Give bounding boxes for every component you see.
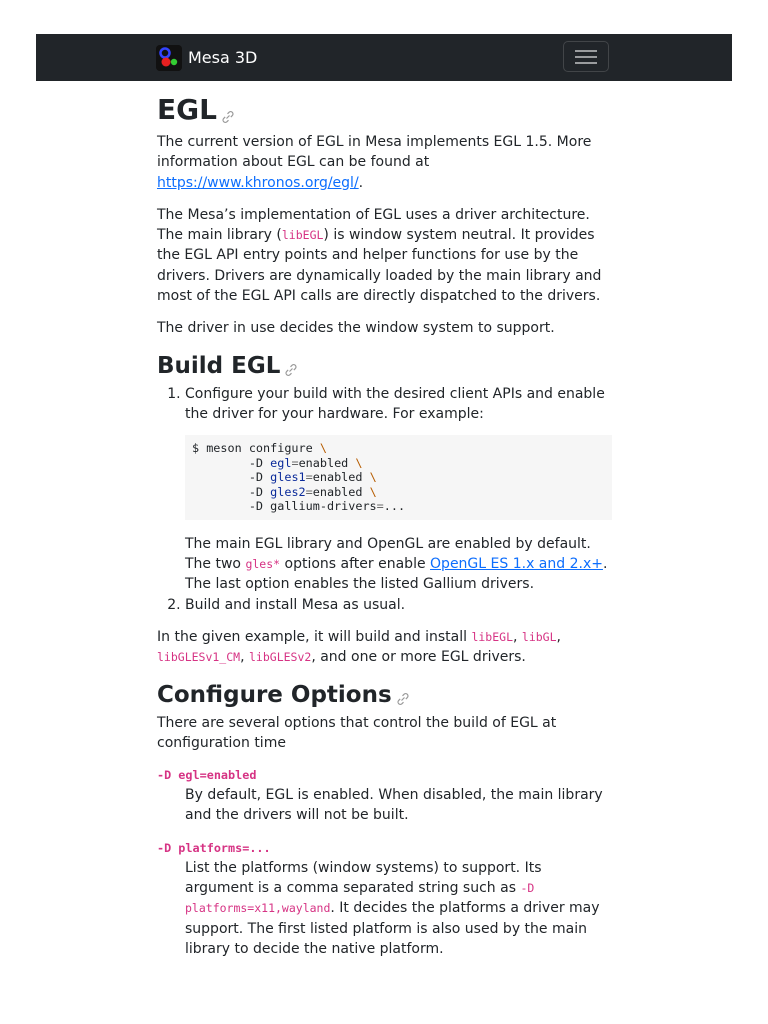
build-step-1 xyxy=(185,384,612,595)
build-step-2: 2. Build and install Mesa as usual. xyxy=(185,595,612,615)
menu-toggle-button[interactable] xyxy=(563,41,609,72)
build-summary-paragraph: In the given example, it will build and install libEGL, libGL, libGLESv1_CM, libGLESv2, and one or more EGL drivers. xyxy=(157,628,561,666)
libgl-code: libGL xyxy=(521,629,557,644)
code-line-5: -D gallium-drivers=... xyxy=(192,499,406,514)
build-step-1-note: The main EGL library and OpenGL are enabled by default. The two gles* options after enable OpenGL ES 1.x and 2.x+. The last option enables the listed Gallium drivers. xyxy=(185,535,608,593)
brand-link[interactable] xyxy=(156,44,257,71)
configure-intro: There are several options that control the build of EGL at configuration time xyxy=(157,714,557,751)
arch-text-1: The Mesa’s implementation of EGL uses a driver architecture. The main library ( xyxy=(157,206,590,244)
code-line-2: -D egl=enabled \ xyxy=(192,455,363,470)
build-egl-heading-text: Build EGL xyxy=(157,352,281,379)
egl-intro-paragraph xyxy=(157,132,612,193)
egl-intro-tail: . xyxy=(358,174,364,191)
configure-options-heading xyxy=(157,680,612,710)
khronos-egl-link[interactable]: https://www.khronos.org/egl/ xyxy=(157,174,359,191)
option-egl-term: -D egl=enabled xyxy=(157,768,257,783)
configure-options-heading-text: Configure Options xyxy=(157,681,392,708)
arch-text-2: ) is window system neutral. It provides the EGL API entry points and helper functions for use by the drivers. Drivers are dynamically loaded by the main library and most of the EGL API calls are directly dispatched to the drivers. xyxy=(157,227,602,305)
build-step-1-text: Configure your build with the desired client APIs and enable the driver for your hardware. For example: xyxy=(185,385,605,422)
option-egl-desc: By default, EGL is enabled. When disabled, the main library and the drivers will not be built. xyxy=(185,787,603,824)
main-content xyxy=(157,92,612,971)
link-icon[interactable] xyxy=(221,110,235,124)
libegl-code: libEGL xyxy=(281,228,324,243)
egl-architecture-paragraph xyxy=(157,205,612,306)
option-platforms-desc: List the platforms (window systems) to support. Its argument is a comma separated string such as -D platforms=x11,wayland. It decides the platforms a driver may support. The first listed platform is also used by the main library to decide the native platform. xyxy=(185,859,600,957)
link-icon[interactable] xyxy=(396,692,410,706)
meson-code-block xyxy=(185,435,612,520)
brand-name: Mesa 3D xyxy=(188,48,258,67)
platforms-code: -D platforms=x11,wayland xyxy=(185,881,535,916)
page-title xyxy=(157,92,612,128)
page-title-text: EGL xyxy=(157,93,217,126)
egl-intro-text: The current version of EGL in Mesa implements EGL 1.5. More information about EGL can be found at xyxy=(157,134,592,171)
hamburger-menu-icon xyxy=(575,48,597,66)
navbar xyxy=(36,34,732,81)
driver-paragraph: The driver in use decides the window system to support. xyxy=(157,320,555,337)
libegl-code: libEGL xyxy=(471,629,513,644)
code-line-4: -D gles2=enabled \ xyxy=(192,484,377,499)
link-icon[interactable] xyxy=(284,363,298,377)
option-platforms-term: -D platforms=... xyxy=(157,840,271,855)
gles-code: gles* xyxy=(245,557,281,572)
build-steps-list xyxy=(157,384,612,615)
build-egl-heading xyxy=(157,351,612,381)
libglesv1-code: libGLESv1_CM xyxy=(157,650,241,665)
code-line-1: $ meson configure \ xyxy=(192,441,327,456)
mesa-logo-icon xyxy=(156,45,182,71)
code-line-3: -D gles1=enabled \ xyxy=(192,470,377,485)
libglesv2-code: libGLESv2 xyxy=(249,650,312,665)
options-list xyxy=(157,765,612,959)
opengl-es-link[interactable]: OpenGL ES 1.x and 2.x+ xyxy=(430,556,603,573)
